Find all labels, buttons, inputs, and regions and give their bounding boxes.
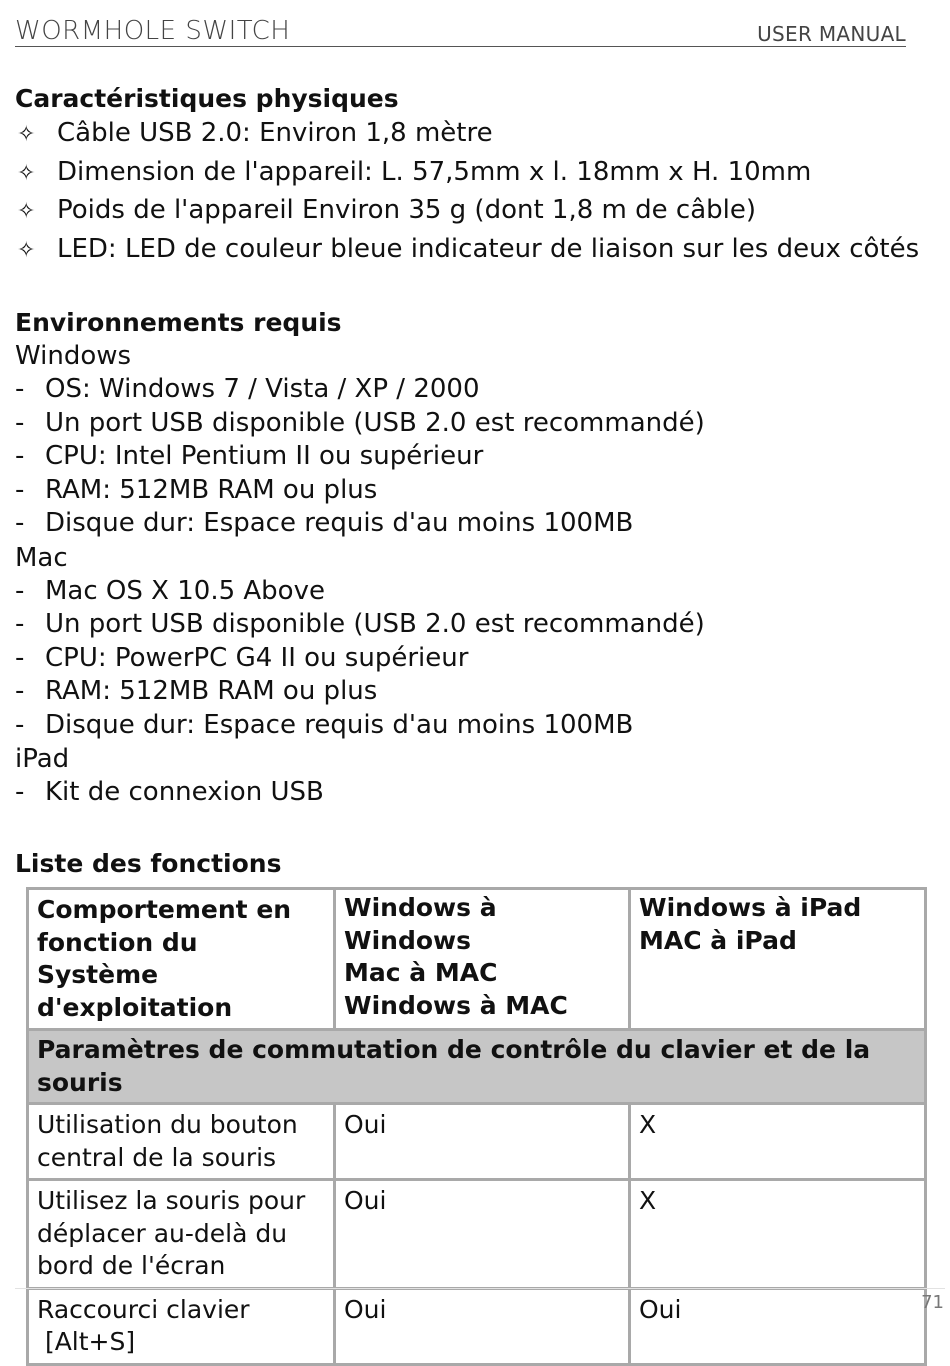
list-item: - RAM: 512MB RAM ou plus — [15, 474, 378, 505]
header-manual-label: USER MANUAL — [757, 22, 906, 46]
list-item: - Disque dur: Espace requis d'au moins 100MB — [15, 508, 634, 538]
windows-list — [15, 373, 925, 541]
list-item: - Disque dur: Espace requis d'au moins 100MB — [15, 709, 634, 740]
mac-label: Mac — [15, 542, 68, 573]
table-section-cell: Paramètres de commutation de contrôle du clavier et de la souris — [28, 1030, 926, 1104]
table-row — [28, 1180, 926, 1289]
page-header — [15, 14, 906, 47]
table-cell: Oui — [335, 1104, 630, 1180]
table-header-cell: Comportement en fonction du Système d'exploitation — [28, 889, 335, 1030]
star-bullet-icon: ✧ — [17, 199, 36, 224]
table-row — [28, 1104, 926, 1180]
table-cell: Raccourci clavier [Alt+S] — [28, 1288, 335, 1364]
list-item: - RAM: 512MB RAM ou plus — [15, 676, 378, 706]
list-item: - CPU: PowerPC G4 II ou supérieur — [15, 642, 469, 673]
star-bullet-icon: ✧ — [17, 160, 36, 186]
mac-list — [15, 575, 925, 743]
page-number: 71 — [921, 1292, 944, 1313]
section-title-functions: Liste des fonctions — [15, 848, 282, 878]
ipad-list — [15, 776, 925, 810]
list-item: - Kit de connexion USB — [15, 777, 324, 807]
table-cell: X — [630, 1180, 926, 1289]
list-item: - CPU: Intel Pentium II ou supérieur — [15, 441, 484, 471]
table-row — [28, 1288, 926, 1364]
list-item: - Un port USB disponible (USB 2.0 est recommandé) — [15, 407, 705, 438]
star-bullet-icon: ✧ — [17, 237, 36, 263]
table-header-row — [28, 889, 926, 1030]
section-title-physical: Caractéristiques physiques — [15, 84, 399, 113]
physical-list — [15, 115, 925, 269]
function-table — [26, 887, 927, 1366]
list-item: ✧ Câble USB 2.0: Environ 1,8 mètre — [15, 115, 925, 154]
star-bullet-icon: ✧ — [17, 122, 36, 147]
table-cell: X — [630, 1104, 926, 1180]
list-item: ✧ LED: LED de couleur bleue indicateur de liaison sur les deux côtés — [15, 231, 925, 270]
section-title-env: Environnements requis — [15, 308, 342, 337]
list-item: ✧ Poids de l'appareil Environ 35 g (dont 1,8 m de câble) — [15, 192, 925, 231]
page-content — [15, 82, 925, 880]
table-header-cell: Windows à Windows Mac à MAC Windows à MAC — [335, 889, 630, 1030]
ipad-label: iPad — [15, 744, 70, 774]
list-item: - Un port USB disponible (USB 2.0 est recommandé) — [15, 609, 705, 639]
list-item: - OS: Windows 7 / Vista / XP / 2000 — [15, 374, 480, 404]
table-section-row — [28, 1030, 926, 1104]
list-item: ✧ Dimension de l'appareil: L. 57,5mm x l. 18mm x H. 10mm — [15, 154, 925, 193]
table-cell: Oui — [630, 1288, 926, 1364]
footer-divider — [15, 1288, 945, 1289]
list-item: - Mac OS X 10.5 Above — [15, 575, 325, 606]
table-cell: Oui — [335, 1288, 630, 1364]
table-cell: Utilisation du bouton central de la souris — [28, 1104, 335, 1180]
table-cell: Oui — [335, 1180, 630, 1289]
table-cell: Utilisez la souris pour déplacer au-delà du bord de l'écran — [28, 1180, 335, 1289]
windows-label: Windows — [15, 341, 132, 371]
table-header-cell: Windows à iPad MAC à iPad — [630, 889, 926, 1030]
header-title: WORMHOLE SWITCH — [15, 16, 291, 46]
